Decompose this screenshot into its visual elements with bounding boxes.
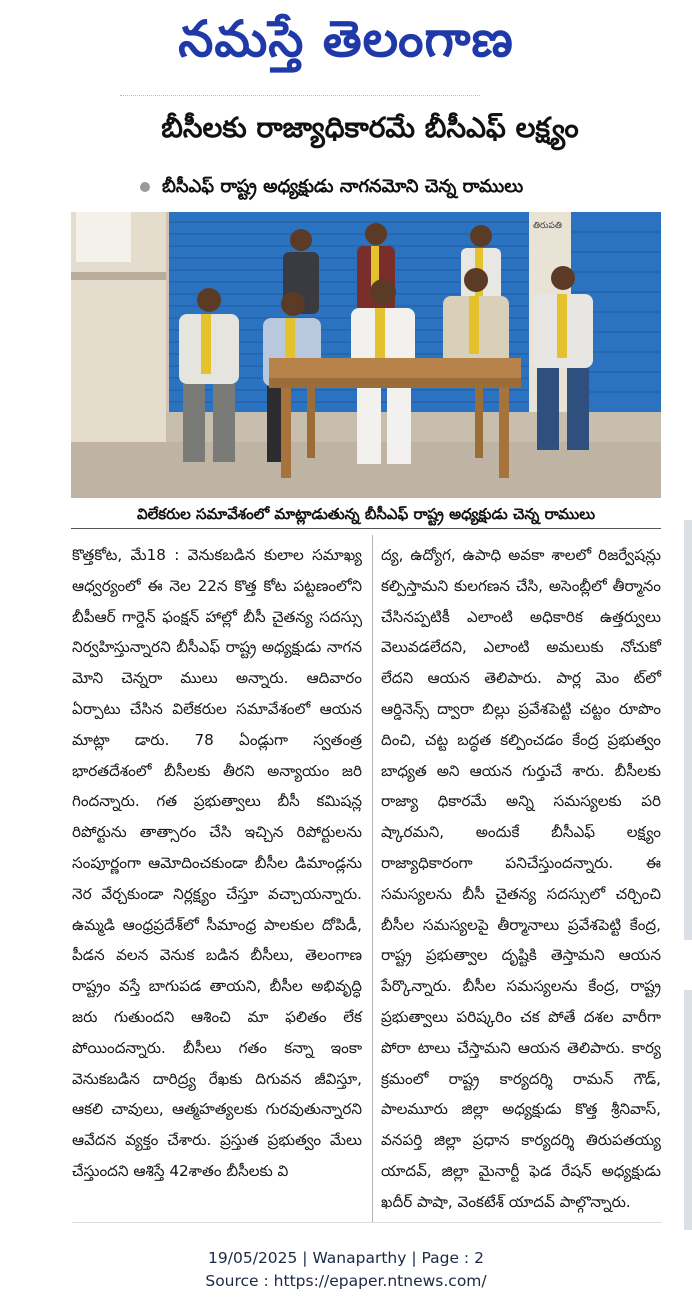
article-headline: బీసీలకు రాజ్యాధికారమే బీసీఎఫ్ లక్ష్యం (161, 111, 579, 144)
news-photo (71, 212, 661, 498)
shutter-label: తిరుపతి (533, 221, 562, 231)
masthead (0, 0, 692, 84)
news-photo-illustration (71, 212, 661, 498)
photo-caption: విలేకరుల సమావేశంలో మాట్లాడుతున్న బీసీఎఫ్ రాష్ట్ర అధ్యక్షుడు చెన్న రాములు (71, 500, 661, 529)
faint-rule (120, 95, 480, 100)
article-end-rule (72, 1222, 662, 1223)
article-body-right-column: ద్య, ఉద్యోగ, ఉపాధి అవకా శాలలో రిజర్వేషన్లు కల్పిస్తామని కులగణన చేసి, అసెంబ్లీలో తీర్మానం చేసినప్పటికీ ఎలాంటి అధికారిక ఉత్తర్వులు వెలువడలేదని, ఎలాంటి అమలుకు నోచుకో లేదని ఆయన తెలిపారు. పార్ల మెం ట్‌లో ఆర్డినెన్స్ ద్వారా బిల్లు ప్రవేశపెట్టి చట్టం రూపొం దించి, చట్ట బద్ధత కల్పించడం కేంద్ర ప్రభుత్వం బాధ్యత అని ఆయన గుర్తుచే శారు. బీసీలకు రాజ్యా ధికారమే అన్ని సమస్యలకు పరి ష్కారమని, అందుకే బీసీఎఫ్ లక్ష్యం రాజ్యాధికారంగా పనిచేస్తుందన్నారు. ఈ సమస్యలను బీసీ చైతన్య సదస్సులో చర్చించి బీసీల సమస్యలపై తీర్మానాలు ప్రవేశపెట్టి కేంద్ర, రాష్ట్ర ప్రభుత్వాల దృష్టికి తెస్తామని ఆయన పేర్కొన్నారు. బీసీల సమస్యలను కేంద్ర, రాష్ట్ర ప్రభుత్వాలు పరిష్కరిం చక పోతే దశల వారీగా పోరా టాలు చేస్తామని ఆయన తెలిపారు. కార్య క్రమంలో రాష్ట్ర కార్యదర్శి రామన్ గౌడ్, పాలమూరు జిల్లా అధ్యక్షుడు కొత్త శ్రీనివాస్, వనపర్తి జిల్లా ప్రధాన కార్యదర్శి తిరుపతయ్య యాదవ్, జిల్లా మైనార్టీ ఫెడ రేషన్ అధ్యక్షుడు ఖదీర్ పాషా, వెంకటేశ్ యాదవ్ పాల్గొన్నారు. (381, 546, 661, 1211)
column-divider (372, 535, 373, 1223)
bullet-icon (140, 182, 150, 192)
subheading-text: బీసీఎఫ్ రాష్ట్ర అధ్యక్షుడు నాగనమోని చెన్న రాములు (162, 176, 524, 197)
footer-source-line: Source : https://epaper.ntnews.com/ (205, 1272, 487, 1290)
footer-date-line: 19/05/2025 | Wanaparthy | Page : 2 (208, 1249, 484, 1267)
adjacent-page-edge (684, 520, 692, 940)
article-subheading (140, 174, 660, 200)
adjacent-page-edge-lower (684, 990, 692, 1230)
newspaper-title: నమస్తే తెలంగాణ (178, 9, 514, 68)
article-body-left-column: కొత్తకోట, మే18 : వెనుకబడిన కులాల సమాఖ్య ఆధ్వర్యంలో ఈ నెల 22న కొత్త కోట పట్టణంలోని బీపీఆర్ గార్డెన్ ఫంక్షన్ హాల్లో బీసీ చైతన్య సదస్సు నిర్వహిస్తున్నారని బీసీఎఫ్ రాష్ట్ర అధ్యక్షుడు నాగన మోని చెన్నరా ములు అన్నారు. ఆదివారం ఏర్పాటు చేసిన విలేకరుల సమావేశంలో ఆయన మాట్లా డారు. 78 ఏండ్లుగా స్వతంత్ర భారతదేశంలో బీసీలకు తీరని అన్యాయం జరి గిందన్నారు. గత ప్రభుత్వాలు బీసీ కమిషన్ల రిపోర్టును తాత్సారం చేసి ఇచ్చిన రిపోర్టులను సంపూర్ణంగా ఆమోదించకుండా బీసీల డిమాండ్లను నెర వేర్చకుండా నిర్లక్ష్యం చేస్తూ వచ్చాయన్నారు. ఉమ్మడి ఆంధ్రప్రదేశ్‌లో సీమాంధ్ర పాలకుల దోపిడీ, పీడన వలన వెనుక బడిన బీసీలు, తెలంగాణ రాష్ట్రం వస్తే బాగుపడ తాయని, బీసీల అభివృద్ధి జరు గుతుందని ఆశించి మా ఫలితం లేక పోయిందన్నారు. బీసీలు గతం కన్నా ఇంకా వెనుకబడిన దారిద్ర్య రేఖకు దిగువన జీవిస్తూ, ఆకలి చావులు, ఆత్మహత్యలకు గురవుతున్నారని ఆవేదన వ్యక్తం చేశారు. ప్రస్తుత ప్రభుత్వం మేలు చేస్తుందని ఆశిస్తే 42శాతం బీసీలకు వి (72, 546, 362, 1180)
